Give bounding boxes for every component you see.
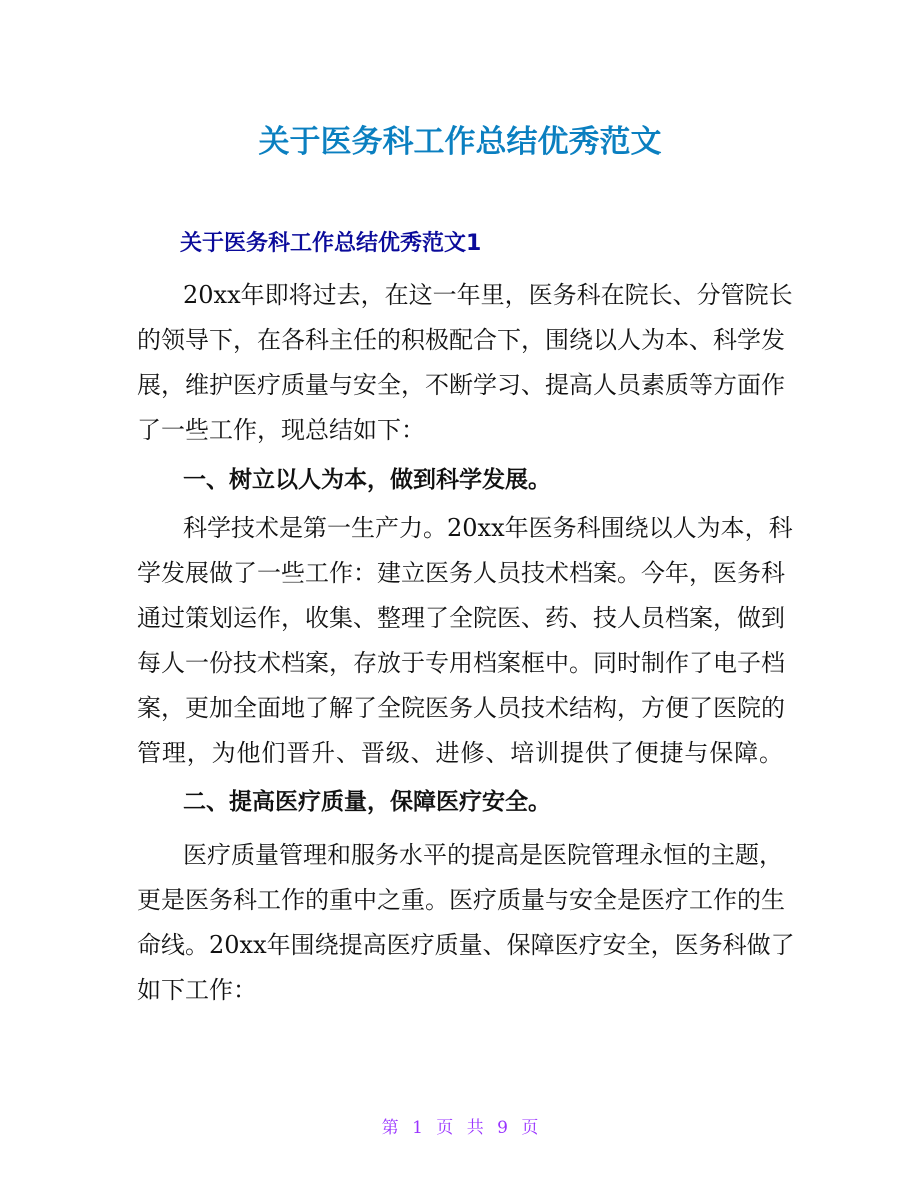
paragraph-line: 医疗质量管理和服务水平的提高是医院管理永恒的主题， (183, 841, 783, 869)
paragraph-line: 20xx年即将过去，在这一年里，医务科在院长、分管院长 (183, 281, 793, 309)
document-title: 关于医务科工作总结优秀范文 (258, 124, 662, 160)
section-heading: 关于医务科工作总结优秀范文1 (180, 231, 482, 256)
paragraph-line: 命线。20xx年围绕提高医疗质量、保障医疗安全，医务科做了 (137, 931, 795, 959)
paragraph-line: 管理，为他们晋升、晋级、进修、培训提供了便捷与保障。 (137, 739, 783, 767)
paragraph-line: 科学技术是第一生产力。20xx年医务科围绕以人为本，科 (183, 514, 793, 542)
paragraph-line: 了一些工作，现总结如下： (137, 416, 425, 444)
paragraph-line: 的领导下，在各科主任的积极配合下，围绕以人为本、科学发 (137, 326, 785, 354)
paragraph-line: 展，维护医疗质量与安全，不断学习、提高人员素质等方面作 (137, 371, 785, 399)
subheading-2: 二、提高医疗质量，保障医疗安全。 (183, 788, 551, 815)
paragraph-line: 每人一份技术档案，存放于专用档案框中。同时制作了电子档 (137, 649, 785, 677)
paragraph-line: 更是医务科工作的重中之重。医疗质量与安全是医疗工作的生 (137, 886, 785, 914)
paragraph-line: 通过策划运作，收集、整理了全院医、药、技人员档案，做到 (137, 604, 785, 632)
paragraph-line: 如下工作： (137, 976, 257, 1004)
paragraph-line: 案，更加全面地了解了全院医务人员技术结构，方便了医院的 (137, 694, 785, 722)
page-number: 第 1 页 共 9 页 (381, 1118, 539, 1138)
subheading-1: 一、树立以人为本，做到科学发展。 (183, 466, 551, 493)
paragraph-line: 学发展做了一些工作：建立医务人员技术档案。今年，医务科 (137, 559, 785, 587)
